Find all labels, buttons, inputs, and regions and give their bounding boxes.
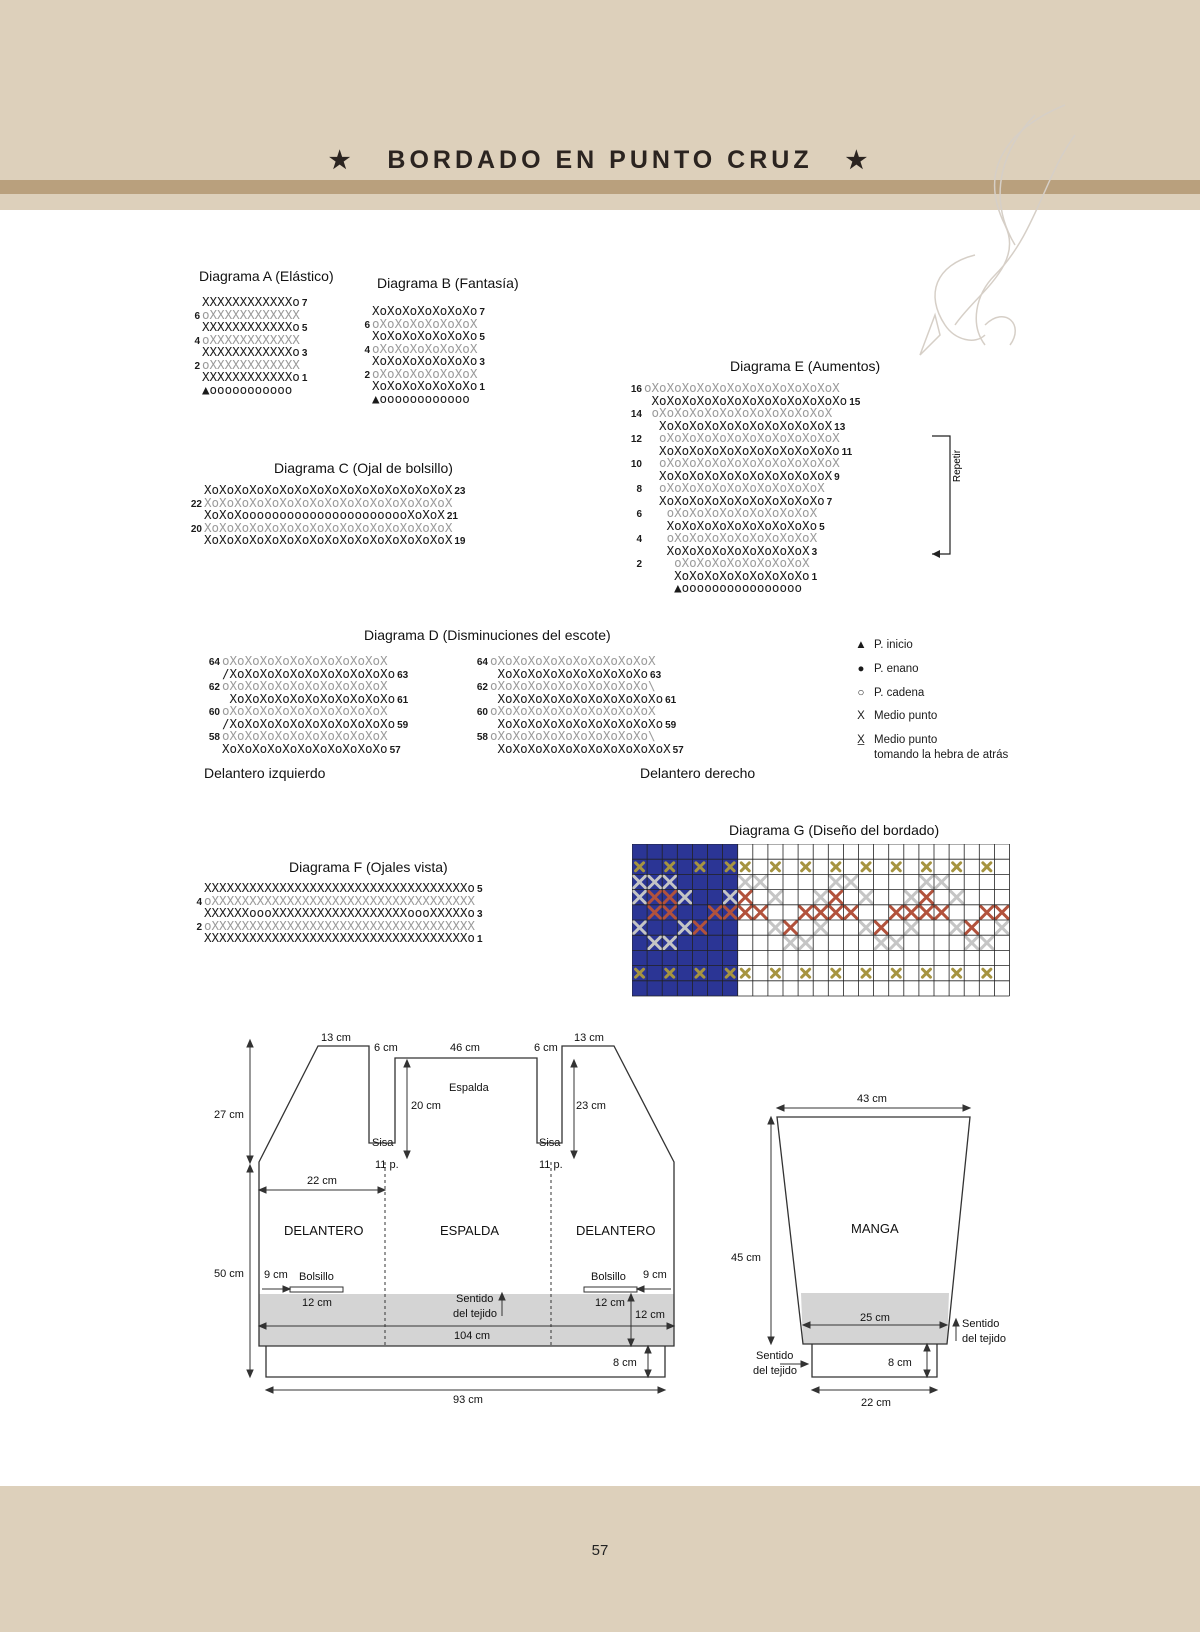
page-title-text: BORDADO EN PUNTO CRUZ — [387, 146, 813, 174]
stitch-symbols: XXXXXXXXXXXXo — [202, 369, 300, 384]
diagram-f-chart — [180, 882, 483, 945]
cross-stitch-mark — [832, 863, 840, 871]
cross-stitch-mark — [905, 891, 917, 903]
cross-stitch-mark — [922, 863, 930, 871]
row-number-left: 64 — [208, 657, 220, 668]
manga-dim-25cm: 25 cm — [860, 1312, 890, 1324]
cross-stitch-mark — [800, 937, 812, 949]
cross-stitch-mark — [845, 906, 857, 918]
page-number: 57 — [591, 1542, 609, 1559]
row-number-right — [475, 897, 477, 908]
row-number-left: 62 — [476, 682, 488, 693]
cross-stitch-mark — [741, 969, 749, 977]
cross-stitch-mark — [966, 922, 978, 934]
dim-104cm: 104 cm — [454, 1330, 491, 1342]
row-number-right — [470, 395, 472, 406]
x-icon: X — [857, 710, 865, 722]
stitch-symbols: /XoXoXoXoXoXoXoXoXoXoXo — [222, 665, 396, 681]
row-number-left: 60 — [476, 707, 488, 718]
diagram-e-title: Diagrama E (Aumentos) — [730, 358, 881, 374]
legend-label: P. inicio — [874, 639, 913, 651]
row-number-right — [840, 459, 842, 470]
row-number-right — [292, 386, 294, 397]
row-number-right: 1 — [301, 373, 308, 384]
cross-stitch-mark — [905, 906, 917, 918]
dim-93cm: 93 cm — [453, 1394, 483, 1406]
cross-stitch-mark — [832, 969, 840, 977]
cross-stitch-mark — [996, 922, 1008, 934]
espalda-label: ESPALDA — [440, 1223, 500, 1238]
row-number-right: 9 — [834, 471, 840, 483]
cross-stitch-mark — [862, 863, 870, 871]
chart-row — [180, 932, 483, 945]
decorative-ornament-icon — [915, 95, 1095, 375]
cross-stitch-mark — [771, 863, 779, 871]
diagram-d-left-chart — [198, 655, 408, 755]
diagram-e-chart — [620, 382, 860, 595]
stitch-symbols: XoXoXoXoXoXoXoXoXoXoXo — [490, 690, 664, 706]
diagram-d-title: Diagrama D (Disminuciones del escote) — [364, 627, 611, 643]
row-number-left: 2 — [364, 369, 370, 381]
cross-stitch-mark — [860, 891, 872, 903]
stitch-symbols: oXXXXXXXXXXXX — [202, 331, 300, 347]
stitch-symbols: XoXoXoXoXoXoXoXoXoXoXo — [490, 715, 664, 731]
dim-8cm: 8 cm — [613, 1357, 637, 1369]
stitch-symbols: oXoXoXoXoXoXoXoXoXoXoXoX — [644, 430, 840, 445]
cross-stitch-mark — [890, 937, 902, 949]
cross-stitch-mark — [815, 906, 827, 918]
row-number-right — [452, 524, 454, 535]
stitch-symbols: XoXoXoXoXoXoXoXoXoXoXoXoXo — [644, 392, 848, 408]
chart-row — [348, 390, 485, 406]
row-number-right — [802, 584, 804, 595]
stitch-symbols: XoXoXoXoXoXoXo — [372, 378, 478, 393]
row-number-left: 4 — [364, 344, 370, 356]
stitch-symbols: oXoXoXoXoXoXoXoXoXoXoX — [222, 653, 388, 668]
cross-stitch-mark — [953, 969, 961, 977]
stitch-symbols: XoXoXoXoXoXoXoXoXoXoXoXoXoXoXoXoX — [204, 494, 453, 510]
cross-stitch-mark — [892, 969, 900, 977]
row-number-right: 5 — [476, 884, 483, 895]
manga-dim-8cm: 8 cm — [888, 1357, 912, 1369]
espalda-upper-label: Espalda — [449, 1082, 489, 1094]
stitch-symbols: XoXoXoXoXoXoXoXoXoXoXoX — [490, 740, 671, 756]
legend-chain — [848, 687, 924, 699]
dim-50cm: 50 cm — [214, 1268, 244, 1280]
dot-icon: ● — [857, 663, 865, 675]
legend-single — [848, 710, 937, 722]
stitches-11-left: 11 p. — [375, 1159, 399, 1171]
cross-stitch-mark — [815, 891, 827, 903]
row-number-left: 6 — [194, 310, 200, 322]
row-number-left: 22 — [190, 498, 202, 510]
legend-label: P. enano — [874, 663, 919, 675]
cross-stitch-mark — [875, 937, 887, 949]
cross-stitch-mark — [769, 891, 781, 903]
row-number-left: 64 — [476, 657, 488, 668]
row-number-left: 2 — [194, 360, 200, 372]
cross-stitch-mark — [830, 906, 842, 918]
row-number-right: 1 — [476, 934, 483, 945]
stitch-symbols: oXoXoXoXoXoXoXoXoXoX — [644, 505, 818, 520]
row-number-right: 3 — [476, 909, 483, 920]
cross-stitch-mark — [815, 922, 827, 934]
stitch-symbols: oXoXoXoXoXoXoXoXoXoXoXoXoX — [644, 380, 840, 395]
diagram-c-chart — [180, 484, 465, 547]
row-number-right — [300, 361, 302, 372]
knit-direction-label-2: del tejido — [453, 1308, 498, 1320]
row-number-left: 2 — [636, 559, 642, 570]
row-number-left: 4 — [636, 534, 642, 545]
cross-stitch-mark — [983, 863, 991, 871]
manga-dim-22cm: 22 cm — [861, 1397, 891, 1409]
cross-stitch-mark — [741, 863, 749, 871]
row-number-right — [477, 320, 479, 331]
stitch-symbols: XXXXXXXXXXXXo — [202, 319, 300, 334]
stitch-symbols: oXoXoXoXoXoXoX — [372, 315, 478, 331]
sisa-right-label: Sisa — [539, 1137, 561, 1149]
x-underlined-icon: X̲ — [857, 734, 865, 746]
row-number-right: 21 — [446, 511, 458, 522]
bolsillo-right-label: Bolsillo — [591, 1271, 626, 1283]
stitch-symbols: XXXXXXoooXXXXXXXXXXXXXXXXXXoooXXXXXo — [204, 905, 475, 920]
stitch-symbols: oXoXoXoXoXoXoXoXoXoXo\ — [490, 678, 656, 693]
row-number-right: 1 — [479, 382, 485, 393]
row-number-right: 57 — [672, 744, 684, 756]
manga-dim-43cm: 43 cm — [857, 1093, 887, 1105]
delantero-derecho-label: Delantero derecho — [640, 765, 756, 781]
cross-stitch-mark — [981, 906, 993, 918]
row-number-right: 5 — [301, 323, 308, 334]
dim-46cm: 46 cm — [450, 1042, 480, 1054]
cross-stitch-mark — [920, 891, 932, 903]
stitch-symbols: oXXXXXXXXXXXX — [202, 356, 300, 372]
cross-stitch-mark — [754, 876, 766, 888]
chart-row — [178, 381, 307, 397]
manga-lower-direction-label: Sentido — [756, 1350, 794, 1362]
stitch-symbols: oXoXoXoXoXoXoXoXoXoXoXoX — [644, 405, 833, 420]
row-number-left: 14 — [630, 409, 642, 420]
manga-lower-direction-label-2: del tejido — [753, 1365, 798, 1377]
knit-direction-label: Sentido — [456, 1293, 494, 1305]
row-number-left: 2 — [196, 921, 202, 933]
stitch-symbols: oXXXXXXXXXXXXXXXXXXXXXXXXXXXXXXXXXXX — [204, 917, 475, 933]
cross-stitch-mark — [860, 922, 872, 934]
cross-stitch-mark — [892, 863, 900, 871]
row-number-left: 12 — [630, 434, 642, 445]
row-number-right — [300, 311, 302, 322]
row-number-right: 7 — [826, 496, 833, 508]
stitch-symbols: ▲oooooooooooooooo — [644, 580, 803, 595]
dim-9cm-left: 9 cm — [264, 1269, 288, 1281]
cross-stitch-mark — [920, 906, 932, 918]
row-number-right: 57 — [389, 744, 401, 756]
diagram-b-chart — [348, 305, 485, 405]
cross-stitch-mark — [769, 922, 781, 934]
star-icon: ★ — [845, 147, 872, 174]
row-number-left: 10 — [630, 459, 642, 470]
stitch-symbols: XoXoXoXoXoXoXoXoXoX — [644, 542, 810, 558]
row-number-right — [477, 345, 479, 356]
stitch-symbols: XXXXXXXXXXXXXXXXXXXXXXXXXXXXXXXXXXXo — [204, 930, 475, 945]
diagram-d-right-chart — [466, 655, 684, 755]
row-number-right — [656, 657, 658, 668]
row-number-right — [477, 370, 479, 381]
dim-12cm-right: 12 cm — [595, 1297, 625, 1309]
cross-stitch-mark — [996, 906, 1008, 918]
sisa-left-label: Sisa — [372, 1137, 394, 1149]
cross-stitch-mark — [890, 906, 902, 918]
body-schematic — [195, 1025, 715, 1415]
stitch-symbols: oXoXoXoXoXoXoXoXoXoX — [644, 530, 818, 545]
stitch-symbols: oXoXoXoXoXoXoXoXoXoXoX — [490, 653, 656, 668]
cross-stitch-mark — [802, 863, 810, 871]
row-number-right: 11 — [841, 446, 853, 458]
legend-label: P. cadena — [874, 687, 925, 699]
row-number-right: 3 — [479, 357, 485, 368]
bolsillo-left-label: Bolsillo — [299, 1271, 334, 1283]
cross-stitch-mark — [922, 969, 930, 977]
stitch-symbols: oXoXoXoXoXoXoX — [372, 365, 478, 381]
row-number-left: 6 — [636, 509, 642, 520]
cross-stitch-mark — [739, 891, 751, 903]
row-number-right: 3 — [811, 546, 818, 558]
cross-stitch-mark — [845, 876, 857, 888]
stitch-symbols: oXoXoXoXoXoXoXoXoXoXoX — [222, 678, 388, 693]
cross-stitch-mark — [739, 906, 751, 918]
row-number-right — [475, 922, 477, 933]
row-number-right: 59 — [397, 719, 409, 731]
stitch-symbols: XoXoXooooooooooooooooooooooXoXoX — [204, 507, 445, 522]
dim-20cm: 20 cm — [411, 1100, 441, 1112]
manga-label: MANGA — [851, 1221, 899, 1236]
stitch-symbols: XXXXXXXXXXXXXXXXXXXXXXXXXXXXXXXXXXXo — [204, 880, 475, 895]
row-number-right: 61 — [397, 694, 409, 706]
row-number-right: 15 — [849, 396, 861, 408]
cross-stitch-mark — [953, 863, 961, 871]
row-number-right — [452, 499, 454, 510]
cross-stitch-mark — [830, 876, 842, 888]
stitch-symbols: oXoXoXoXoXoXoXoXoX — [644, 555, 810, 570]
row-number-right: 5 — [819, 521, 825, 533]
stitch-symbols: XoXoXoXoXoXoXoXoXoXoXo — [644, 492, 825, 508]
dim-9cm-right: 9 cm — [643, 1269, 667, 1281]
row-number-left: 8 — [636, 484, 642, 495]
repeat-label: Repetir — [952, 449, 963, 483]
row-number-left: 20 — [190, 523, 202, 535]
stitch-symbols: oXoXoXoXoXoXoXoXoXoXoX — [490, 703, 656, 718]
dim-22cm: 22 cm — [307, 1175, 337, 1187]
row-number-left: 4 — [194, 335, 200, 347]
cross-stitch-mark — [771, 969, 779, 977]
stitch-symbols: XoXoXoXoXoXoXo — [372, 303, 478, 318]
embroidery-grid — [632, 844, 1012, 1002]
row-number-right: 3 — [301, 348, 308, 359]
cross-stitch-mark — [862, 969, 870, 977]
stitch-symbols: XoXoXoXoXoXoXoXoXoXoXo — [222, 690, 396, 706]
stitch-symbols: oXoXoXoXoXoXoXoXoXoXoX — [644, 480, 825, 495]
chart-row — [198, 740, 408, 756]
row-number-right: 23 — [454, 486, 466, 497]
delantero-izquierdo-label: Delantero izquierdo — [204, 765, 326, 781]
cross-stitch-mark — [983, 969, 991, 977]
legend-single-back — [848, 734, 937, 746]
cross-stitch-mark — [981, 937, 993, 949]
row-number-left: 6 — [364, 319, 370, 331]
stitch-symbols: oXoXoXoXoXoXoXoXoXoXoXoX — [644, 455, 840, 470]
stitch-symbols: XXXXXXXXXXXXo — [202, 294, 300, 309]
stitch-symbols: XoXoXoXoXoXoXoXoXoXoXoXoXoXoXoXoX — [204, 482, 453, 497]
dim-12cm-left: 12 cm — [302, 1297, 332, 1309]
row-number-right — [832, 409, 834, 420]
row-number-left: 58 — [476, 732, 488, 743]
triangle-icon: ▲ — [855, 639, 867, 651]
cross-stitch-mark — [905, 922, 917, 934]
stitch-symbols: oXoXoXoXoXoXoXoXoXoXoX — [222, 703, 388, 718]
row-number-right: 5 — [479, 332, 485, 343]
legend-start — [848, 639, 913, 651]
star-icon: ★ — [328, 147, 355, 174]
row-number-right: 61 — [665, 694, 677, 706]
row-number-right: 1 — [811, 571, 818, 583]
stitch-symbols: oXoXoXoXoXoXoXoXoXoXo\ — [490, 728, 656, 743]
dim-12cm-height: 12 cm — [635, 1309, 665, 1321]
stitch-symbols: XXXXXXXXXXXXo — [202, 344, 300, 359]
row-number-left: 62 — [208, 682, 220, 693]
chart-row — [620, 582, 860, 595]
delantero-left-label: DELANTERO — [284, 1223, 364, 1238]
row-number-left: 16 — [630, 384, 642, 395]
stitch-symbols: oXoXoXoXoXoXoX — [372, 340, 478, 356]
manga-direction-label: Sentido — [962, 1318, 1000, 1330]
cross-stitch-mark — [875, 922, 887, 934]
footer-band — [0, 1486, 1200, 1632]
cross-stitch-mark — [785, 922, 797, 934]
row-number-right — [300, 336, 302, 347]
cross-stitch-mark — [739, 876, 751, 888]
cross-stitch-mark — [785, 937, 797, 949]
stitch-symbols: ▲oooooooooooo — [372, 390, 470, 406]
stitch-symbols: XoXoXoXoXoXoXoXoXoXoXoXo — [644, 442, 840, 458]
stitch-symbols: XoXoXoXoXoXoXoXoXoXo — [490, 665, 649, 681]
stitch-symbols: XoXoXoXoXoXoXoXoXoXo — [644, 517, 818, 533]
dim-6cm-right: 6 cm — [534, 1042, 558, 1054]
row-number-right — [817, 509, 819, 520]
stitch-symbols: XoXoXoXoXoXoXoXoXoXoXoX — [644, 467, 833, 483]
row-number-left: 58 — [208, 732, 220, 743]
diagram-b-title: Diagrama B (Fantasía) — [377, 275, 519, 291]
stitch-symbols: ▲ooooooooooo — [202, 381, 293, 397]
row-number-right: 7 — [479, 307, 485, 318]
cross-stitch-mark — [830, 891, 842, 903]
stitch-symbols: XoXoXoXoXoXoXoXoXoXoXo — [222, 740, 388, 756]
dim-23cm: 23 cm — [576, 1100, 606, 1112]
sleeve-schematic — [730, 1085, 1020, 1415]
cross-stitch-mark — [936, 876, 948, 888]
row-number-right: 7 — [301, 298, 308, 309]
row-number-right: 13 — [834, 421, 846, 433]
legend-slip — [848, 663, 919, 675]
dim-27cm: 27 cm — [214, 1109, 244, 1121]
stitches-11-right: 11 p. — [539, 1159, 563, 1171]
legend-single-back-note: tomando la hebra de atrás — [874, 749, 1009, 761]
cross-stitch-mark — [966, 937, 978, 949]
stitch-symbols: XoXoXoXoXoXoXo — [372, 353, 478, 368]
cross-stitch-mark — [951, 922, 963, 934]
row-number-right: 63 — [650, 669, 662, 681]
diagram-f-title: Diagrama F (Ojales vista) — [289, 859, 448, 875]
dim-6cm-left: 6 cm — [374, 1042, 398, 1054]
manga-dim-45cm: 45 cm — [731, 1252, 761, 1264]
manga-direction-label-2: del tejido — [962, 1333, 1007, 1345]
stitch-symbols: XoXoXoXoXoXoXoXoXoXoXoX — [644, 417, 833, 433]
diagram-g-title: Diagrama G (Diseño del bordado) — [729, 822, 940, 838]
stitch-symbols: /XoXoXoXoXoXoXoXoXoXoXo — [222, 715, 396, 731]
cross-stitch-mark — [754, 906, 766, 918]
row-number-left: 60 — [208, 707, 220, 718]
legend-label: Medio punto — [874, 734, 938, 746]
stitch-symbols: XoXoXoXoXoXoXoXoXoXoXoXoXoXoXoXoX — [204, 519, 453, 535]
diagram-c-title: Diagrama C (Ojal de bolsillo) — [274, 460, 453, 476]
row-number-right: 63 — [397, 669, 409, 681]
row-number-right: 19 — [454, 536, 466, 547]
stitch-symbols: oXoXoXoXoXoXoXoXoXoXoX — [222, 728, 388, 743]
dim-13cm-left: 13 cm — [321, 1032, 351, 1044]
row-number-left: 4 — [196, 896, 202, 908]
cross-stitch-mark — [920, 876, 932, 888]
repeat-bracket — [930, 434, 970, 559]
diagram-a-title: Diagrama A (Elástico) — [199, 268, 334, 284]
row-number-right: 59 — [665, 719, 677, 731]
stitch-symbols: XoXoXoXoXoXoXoXoXoXoXoXoXoXoXoXoX — [204, 532, 453, 547]
stitch-symbols: XoXoXoXoXoXoXoXoXo — [644, 567, 810, 583]
legend-label: Medio punto — [874, 710, 938, 722]
stitch-symbols: XoXoXoXoXoXoXo — [372, 328, 478, 343]
chart-row — [466, 740, 684, 756]
diagram-a-chart — [178, 296, 307, 396]
delantero-right-label: DELANTERO — [576, 1223, 656, 1238]
cross-stitch-mark — [936, 906, 948, 918]
row-number-right — [817, 534, 819, 545]
circle-icon: ○ — [857, 687, 865, 699]
stitch-symbols: oXXXXXXXXXXXX — [202, 306, 300, 322]
cross-stitch-mark — [802, 969, 810, 977]
cross-stitch-mark — [800, 906, 812, 918]
cross-stitch-mark — [951, 891, 963, 903]
dim-13cm-right: 13 cm — [574, 1032, 604, 1044]
chart-row — [180, 534, 465, 547]
stitch-symbols: oXXXXXXXXXXXXXXXXXXXXXXXXXXXXXXXXXXX — [204, 892, 475, 908]
